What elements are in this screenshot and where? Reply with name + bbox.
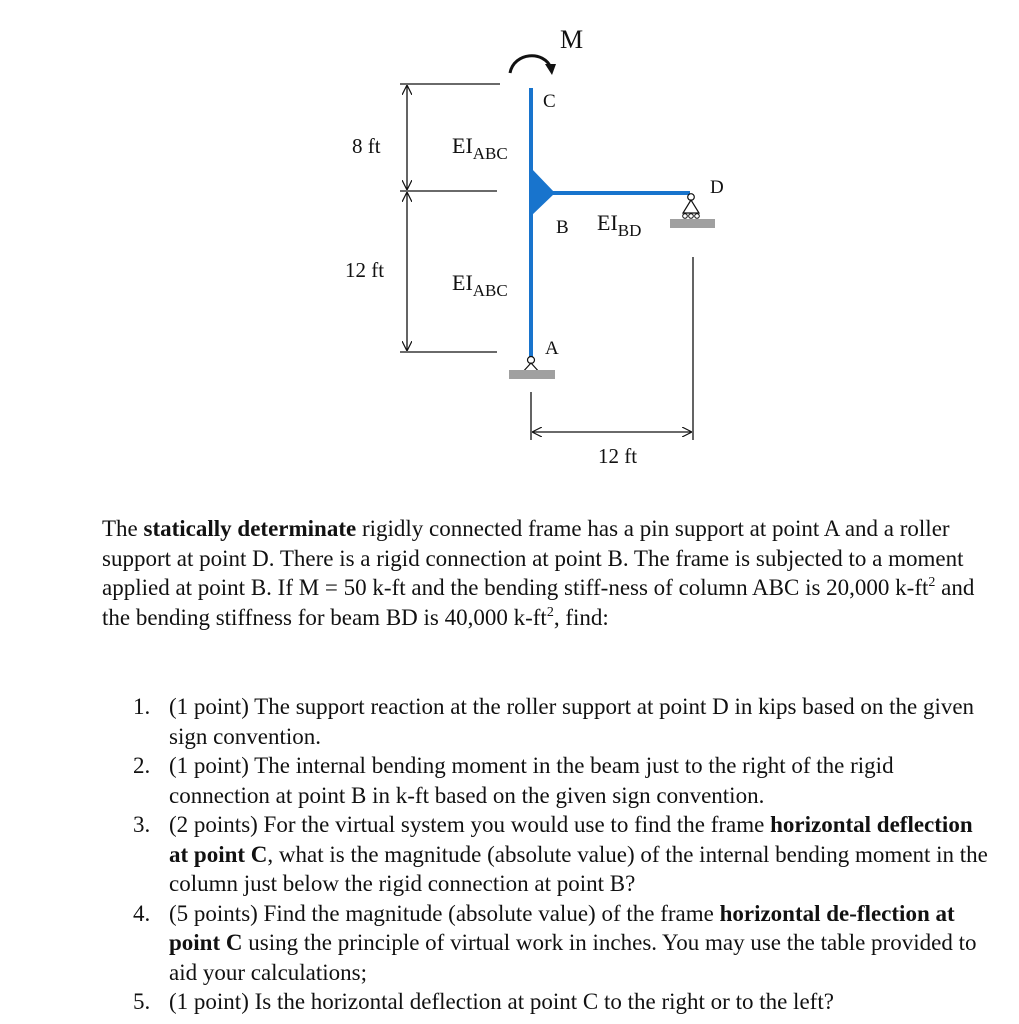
rigid-connection-b: [531, 168, 555, 216]
moment-label: M: [560, 25, 584, 54]
question-item: 1. (1 point) The support reaction at the roller support at point D in kips based on the given sign convention.: [133, 694, 975, 749]
dim-lower-label: 12 ft: [345, 258, 385, 282]
stiffness-upper-label: $EI_{ABC}$: [452, 133, 508, 163]
point-a-label: A: [545, 338, 559, 359]
roller-support-icon: [670, 194, 715, 228]
emphasis-statically-determinate: statically determinate: [143, 516, 357, 541]
moment-arrow-icon: [510, 56, 551, 73]
question-item: 3. (2 points) For the virtual system you would use to find the frame horizontal deflection at point C, what is the magnitude (absolute value) of the internal bending moment in the column just below the rigid connection at point B?: [133, 812, 988, 896]
question-item: 4. (5 points) Find the magnitude (absolute value) of the frame horizontal de-flection at point C using the principle of virtual work in inches. You may use the table provided to aid your calculations;: [133, 900, 977, 985]
question-item: 2. (1 point) The internal bending moment in the beam just to the right of the rigid connection at point B in k-ft based on the given sign convention.: [133, 753, 894, 808]
point-b-label: B: [556, 217, 569, 238]
question-list: [133, 692, 993, 1017]
problem-statement: The statically determinate rigidly connected frame has a pin support at point A and a roller support at point D. There is a rigid connection at point B. The frame is subjected to a moment applied at point B. If M = 50 k-ft and the bending stiff-ness of column ABC is 20,000 $k-ft^2$ and the bending stiffness for beam BD is 40,000 $k-ft^2$, find:: [102, 516, 975, 630]
point-c-label: C: [543, 91, 556, 112]
frame-diagram: [0, 0, 1019, 500]
question-item: 5. (1 point) Is the horizontal deflection at point C to the right or to the left?: [133, 989, 834, 1014]
moment-arrowhead-icon: [545, 64, 556, 75]
dim-upper-label: 8 ft: [352, 134, 381, 158]
dim-span-label: 12 ft: [598, 444, 638, 468]
point-d-label: D: [710, 177, 724, 198]
stiffness-lower-label: $EI_{ABC}$: [452, 270, 508, 300]
stiffness-beam-label: $EI_{BD}$: [597, 210, 642, 240]
pin-support-icon: [509, 357, 555, 380]
